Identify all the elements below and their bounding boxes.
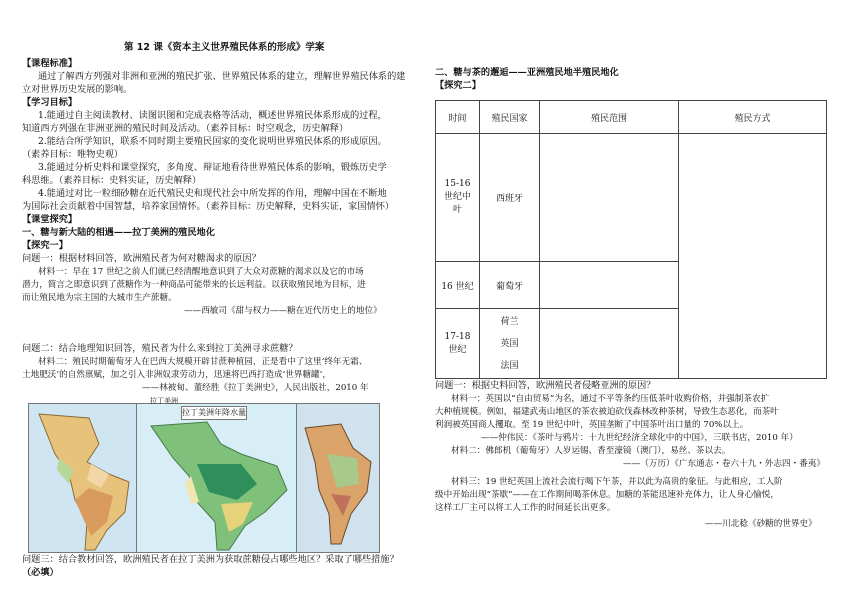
cell-country: 西班牙 [480, 134, 540, 262]
inquiry-heading: 【课堂探究】 [22, 214, 78, 225]
latin-america-maps [28, 397, 378, 551]
cell-country: 葡萄牙 [480, 262, 540, 309]
political-map-title: 拉丁美洲 [150, 397, 178, 405]
question-one: 问题一：根据材料回答，欧洲殖民者为何对糖渴求的原因？ [22, 253, 261, 264]
cell-countries [480, 309, 540, 379]
goal-line: 3.能通过分析史料和课堂探究，多角度、辩证地看待世界殖民体系的影响，锻炼历史学 [38, 162, 387, 173]
material-line: 级中开始出现“茶歇”——在工作期间喝茶休息。加糖的茶能迅速补充体力，让人身心愉悦， [435, 490, 779, 500]
cell-scope-blank[interactable] [540, 309, 679, 379]
sugar-region-map [296, 403, 380, 553]
material-line: 这样工厂主可以将工人工作的时间延长出更多。 [435, 503, 616, 513]
cell-time-text: 15-16 世纪中叶 [443, 179, 471, 215]
goal-line: 知道西方列强在非洲亚洲的殖民时间及活动。（素养目标：时空观念，历史解释） [22, 123, 349, 134]
goal-line: 2.能结合所学知识，联系不同时期主要殖民国家的变化说明世界殖民体系的形成原因。 [38, 136, 387, 147]
cell-method-blank[interactable] [679, 134, 827, 379]
cell-time [436, 309, 480, 379]
material-line: 潜力，简言之即意识到了蔗糖作为一种商品可能带来的长远利益。以获取殖民地为目标，进 [22, 280, 366, 290]
question-two: 问题二：结合地理知识回答，殖民者为什么来到拉丁美洲寻求蔗糖？ [22, 343, 298, 354]
material-line: 而让殖民地为宗主国的大城市生产蔗糖。 [22, 293, 177, 303]
country-britain: 英国 [500, 338, 519, 349]
material-source: ——川北稔《砂糖的世界史》 [705, 519, 817, 529]
political-map-image [29, 404, 137, 552]
lesson-title: 第 12 课《资本主义世界殖民体系的形成》学案 [124, 42, 325, 53]
material-source: ——林被甸、董经胜《拉丁美洲史》，人民出版社，2010 年 [142, 383, 369, 393]
goals-heading: 【学习目标】 [22, 97, 78, 108]
material-line: 材料一：英国以“自由贸易”为名，通过不平等条约压低茶叶收购价格，并强制茶农扩 [451, 394, 770, 404]
header-time: 时间 [436, 101, 480, 134]
precipitation-map-title: 拉丁美洲年降水量 [181, 406, 247, 420]
colonial-table [435, 100, 827, 379]
section-one-title: 一、糖与新大陆的相遇——拉丁美洲的殖民地化 [22, 227, 215, 238]
table-header-row [436, 101, 827, 134]
material-line: 材料一：早在 17 世纪之前人们就已经清醒地意识到了大众对蔗糖的渴求以及它的市场 [38, 267, 364, 277]
material-line: 材料二：殖民时期葡萄牙人在巴西大规模开辟甘蔗种植园，正是看中了这里‘终年无霜、 [38, 357, 368, 367]
country-france: 法国 [500, 360, 519, 371]
cell-time-text: 17-18 世纪 [444, 331, 471, 355]
goal-line: 4.能通过对比一粒细砂糖在近代殖民史和现代社会中所发挥的作用，理解中国在不断地 [38, 188, 387, 199]
material-line: 土地肥沃’的自然禀赋，加之引入非洲奴隶劳动力，迅速将巴西打造成‘世界糖罐’， [22, 370, 331, 380]
question-one-asia: 问题一：根据史料回答，欧洲殖民者侵略亚洲的原因？ [435, 380, 656, 391]
header-scope: 殖民范围 [540, 101, 679, 134]
cell-scope-blank[interactable] [540, 262, 679, 309]
goal-line: 为国际社会贡献着中国智慧，培养家国情怀。（素养目标：历史解释，史料实证，家国情怀） [22, 201, 395, 212]
political-map [28, 403, 138, 553]
question-three: 问题三：结合教材回答，欧洲殖民者在拉丁美洲为获取蔗糖侵占哪些地区？采取了哪些措施？ [22, 554, 399, 565]
material-line: 材料二：佛郎机（葡萄牙）人岁运锡、香至濠镜（澳门），易丝、茶以去。 [451, 446, 731, 456]
material-line: 大种植规模。例如，福建武夷山地区的茶农被迫砍伐森林改种茶树，导致生态恶化，而茶叶 [435, 407, 779, 417]
goal-line: 1.能通过自主阅读教材、读图识图和完成表格等活动，概述世界殖民体系形成的过程， [38, 110, 387, 121]
country-netherlands: 荷兰 [500, 316, 519, 327]
inquiry-one-label: 【探究一】 [22, 240, 68, 251]
material-line: 材料三：19 世纪英国上流社会流行喝下午茶，并以此为高贵的象征。与此相应，工人阶 [451, 477, 783, 487]
material-source: ——仲伟民：《茶叶与鸦片：十九世纪经济全球化中的中国》，三联书店，2010 年） [481, 433, 798, 443]
goal-line: （素养目标：唯物史观） [22, 149, 124, 160]
section-two-title: 二、糖与茶的邂逅——亚洲殖民地半殖民地化 [435, 67, 619, 78]
curriculum-heading: 【课程标准】 [22, 58, 78, 69]
cell-time [436, 134, 480, 262]
material-source: ——西敏司《甜与权力——糖在近代历史上的地位》 [184, 306, 382, 316]
required-note: （必填） [22, 567, 59, 578]
sugar-region-map-image [297, 404, 379, 552]
curriculum-line-2: 立对世界历史发展的影响。 [22, 84, 133, 95]
curriculum-line-1: 通过了解西方列强对非洲和亚洲的殖民扩张、世界殖民体系的建立，理解世界殖民体系的建 [38, 71, 406, 82]
cell-scope-blank[interactable] [540, 134, 679, 262]
precipitation-map-image [137, 404, 297, 552]
material-line: 利润被英国商人攫取。至 19 世纪中叶，英国垄断了中国茶叶出口量的 70%以上。 [435, 420, 749, 430]
table-row [436, 134, 827, 262]
goal-line: 科思维。（素养目标：史料实证，历史解释） [22, 175, 202, 186]
precipitation-map [136, 403, 298, 553]
header-country: 殖民国家 [480, 101, 540, 134]
cell-time: 16 世纪 [436, 262, 480, 309]
material-source: ——（万历）《广东通志・卷六十九・外志四・番夷》 [623, 459, 825, 469]
header-method: 殖民方式 [679, 101, 827, 134]
inquiry-two-label: 【探究二】 [435, 80, 481, 91]
